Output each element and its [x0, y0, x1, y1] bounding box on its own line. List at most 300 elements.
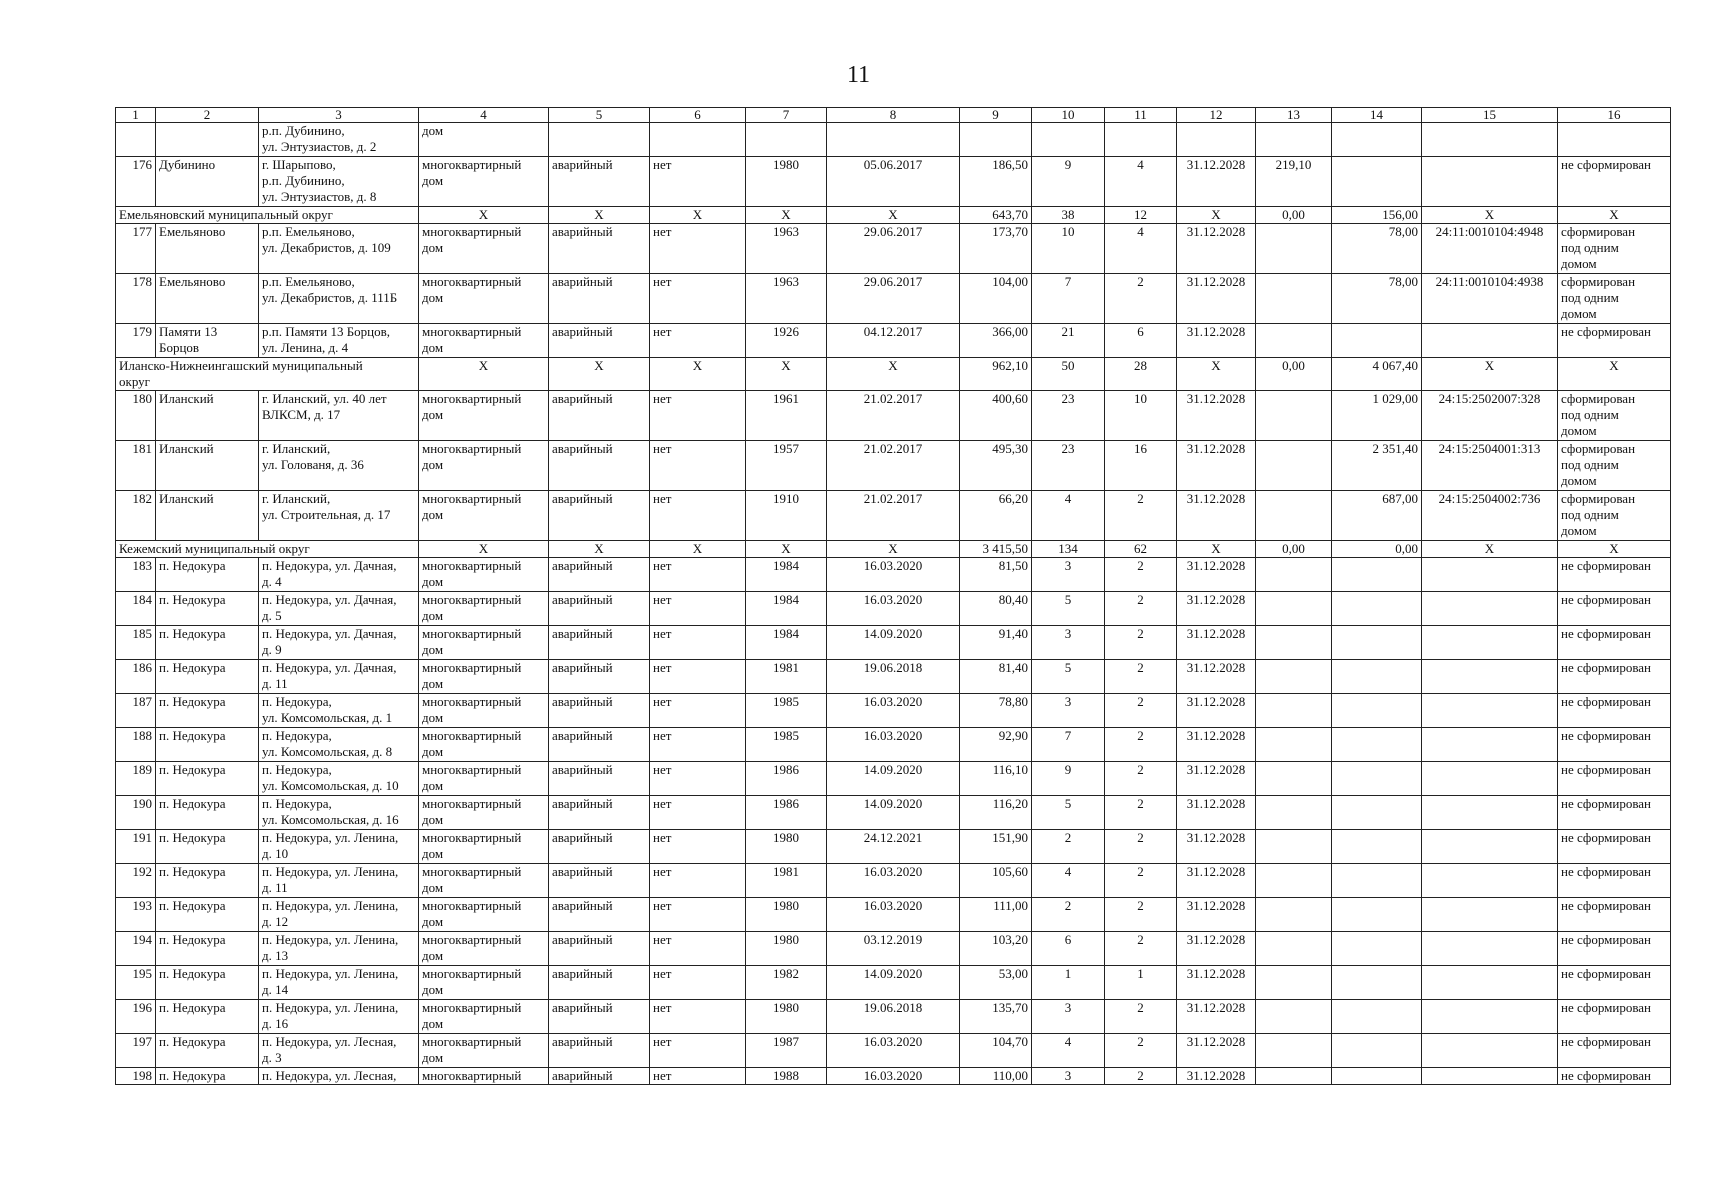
table-cell: 05.06.2017 [827, 157, 960, 207]
table-cell: многоквартирный дом [419, 592, 549, 626]
table-cell: 14.09.2020 [827, 762, 960, 796]
table-row [116, 123, 1671, 157]
table-cell: нет [650, 762, 746, 796]
group-cell: X [549, 358, 650, 391]
table-cell: 10 [1105, 391, 1177, 441]
table-cell: нет [650, 694, 746, 728]
table-cell [1256, 274, 1332, 324]
table-cell: 1984 [746, 558, 827, 592]
table-cell: 31.12.2028 [1177, 441, 1256, 491]
table-cell: 687,00 [1332, 491, 1422, 541]
table-cell: п. Недокура, ул. Ленина, д. 10 [259, 830, 419, 864]
table-cell: многоквартирный дом [419, 391, 549, 441]
table-cell: 80,40 [960, 592, 1032, 626]
table-cell [1332, 660, 1422, 694]
table-cell: 2 [1105, 728, 1177, 762]
column-number-header: 6 [650, 108, 746, 123]
table-cell [650, 123, 746, 157]
table-cell: п. Недокура, ул. Комсомольская, д. 16 [259, 796, 419, 830]
table-cell: 219,10 [1256, 157, 1332, 207]
table-cell [1422, 592, 1558, 626]
table-cell: 16 [1105, 441, 1177, 491]
table-cell: 19.06.2018 [827, 660, 960, 694]
table-cell: 185 [116, 626, 156, 660]
table-cell: аварийный [549, 864, 650, 898]
table-cell: аварийный [549, 1034, 650, 1068]
table-cell: п. Недокура [156, 830, 259, 864]
table-cell: 16.03.2020 [827, 592, 960, 626]
table-cell [1332, 324, 1422, 358]
table-cell: 1910 [746, 491, 827, 541]
table-row [116, 558, 1671, 592]
table-cell: нет [650, 932, 746, 966]
table-cell: 186 [116, 660, 156, 694]
table-cell [1256, 224, 1332, 274]
table-cell: 2 [1105, 1068, 1177, 1085]
table-cell: нет [650, 558, 746, 592]
table-cell [1422, 830, 1558, 864]
table-cell: аварийный [549, 157, 650, 207]
table-cell: п. Недокура, ул. Дачная, д. 5 [259, 592, 419, 626]
table-cell: 179 [116, 324, 156, 358]
group-cell: X [1177, 358, 1256, 391]
table-cell: 24:15:2502007:328 [1422, 391, 1558, 441]
table-cell: 104,00 [960, 274, 1032, 324]
table-cell [1422, 157, 1558, 207]
table-cell: 24:15:2504001:313 [1422, 441, 1558, 491]
table-cell: 16.03.2020 [827, 694, 960, 728]
table-cell: 1981 [746, 660, 827, 694]
group-cell: 962,10 [960, 358, 1032, 391]
table-cell: Иланский [156, 491, 259, 541]
table-cell: аварийный [549, 1000, 650, 1034]
table-cell: нет [650, 391, 746, 441]
table-row [116, 224, 1671, 274]
table-cell: 197 [116, 1034, 156, 1068]
table-cell: 31.12.2028 [1177, 660, 1256, 694]
table-cell [1256, 123, 1332, 157]
table-cell: 03.12.2019 [827, 932, 960, 966]
table-cell: п. Недокура [156, 932, 259, 966]
table-cell: п. Недокура [156, 1034, 259, 1068]
table-cell: 2 [1105, 932, 1177, 966]
group-cell: 38 [1032, 207, 1105, 224]
table-cell: 103,20 [960, 932, 1032, 966]
group-label: Кежемский муниципальный округ [116, 541, 419, 558]
table-cell: 1988 [746, 1068, 827, 1085]
page-number: 11 [846, 62, 871, 88]
table-row [116, 762, 1671, 796]
table-cell [1422, 324, 1558, 358]
table-cell [1256, 391, 1332, 441]
table-cell: 2 [1105, 660, 1177, 694]
table-cell: 16.03.2020 [827, 1068, 960, 1085]
table-cell [1332, 796, 1422, 830]
table-cell: 176 [116, 157, 156, 207]
table-cell [1256, 864, 1332, 898]
table-cell: 2 351,40 [1332, 441, 1422, 491]
group-cell: 134 [1032, 541, 1105, 558]
table-cell: 1980 [746, 830, 827, 864]
table-cell: многоквартирный дом [419, 1000, 549, 1034]
table-cell: 104,70 [960, 1034, 1032, 1068]
table-cell [549, 123, 650, 157]
table-cell [1332, 694, 1422, 728]
column-number-header: 1 [116, 108, 156, 123]
table-row [116, 966, 1671, 1000]
table-cell: 1986 [746, 796, 827, 830]
table-cell [1256, 660, 1332, 694]
table-cell: 66,20 [960, 491, 1032, 541]
table-cell: 16.03.2020 [827, 728, 960, 762]
table-cell: 194 [116, 932, 156, 966]
group-cell: X [1558, 358, 1671, 391]
table-cell: 91,40 [960, 626, 1032, 660]
group-cell: 3 415,50 [960, 541, 1032, 558]
table-cell: 2 [1105, 274, 1177, 324]
table-cell: г. Шарыпово, р.п. Дубинино, ул. Энтузиастов, д. 8 [259, 157, 419, 207]
table-cell [1256, 796, 1332, 830]
group-cell: X [1177, 541, 1256, 558]
table-cell: п. Недокура [156, 762, 259, 796]
table-cell: п. Недокура, ул. Ленина, д. 16 [259, 1000, 419, 1034]
table-cell: 04.12.2017 [827, 324, 960, 358]
table-cell: п. Недокура, ул. Ленина, д. 13 [259, 932, 419, 966]
table-cell: п. Недокура, ул. Комсомольская, д. 8 [259, 728, 419, 762]
table-cell: 31.12.2028 [1177, 932, 1256, 966]
table-cell: не сформирован [1558, 864, 1671, 898]
table-cell [1332, 830, 1422, 864]
table-cell: 24:11:0010104:4938 [1422, 274, 1558, 324]
table-cell: п. Недокура, ул. Ленина, д. 12 [259, 898, 419, 932]
table-cell [1256, 324, 1332, 358]
table-cell: 3 [1032, 1068, 1105, 1085]
group-cell: X [650, 541, 746, 558]
group-cell: X [1422, 358, 1558, 391]
table-row [116, 864, 1671, 898]
table-cell: 81,50 [960, 558, 1032, 592]
table-cell [1332, 966, 1422, 1000]
table-cell: г. Иланский, ул. 40 лет ВЛКСМ, д. 17 [259, 391, 419, 441]
group-cell: X [549, 541, 650, 558]
table-cell: многоквартирный дом [419, 441, 549, 491]
table-cell: аварийный [549, 728, 650, 762]
table-cell: 31.12.2028 [1177, 728, 1256, 762]
table-cell: 1984 [746, 626, 827, 660]
table-cell: нет [650, 830, 746, 864]
table-cell: многоквартирный дом [419, 694, 549, 728]
column-number-header: 10 [1032, 108, 1105, 123]
table-cell: нет [650, 1068, 746, 1085]
table-cell: 2 [1105, 898, 1177, 932]
table-cell [1558, 123, 1671, 157]
table-cell: нет [650, 224, 746, 274]
table-cell: 31.12.2028 [1177, 864, 1256, 898]
table-cell: нет [650, 491, 746, 541]
table-cell: п. Недокура [156, 1068, 259, 1085]
table-cell: 2 [1105, 796, 1177, 830]
table-cell: аварийный [549, 274, 650, 324]
table-cell: дом [419, 123, 549, 157]
group-cell: X [1422, 207, 1558, 224]
group-cell: 28 [1105, 358, 1177, 391]
table-cell: аварийный [549, 796, 650, 830]
table-cell [1256, 728, 1332, 762]
table-cell: 3 [1032, 694, 1105, 728]
table-cell: 196 [116, 1000, 156, 1034]
column-number-header: 3 [259, 108, 419, 123]
table-cell: 5 [1032, 796, 1105, 830]
table-cell: Памяти 13 Борцов [156, 324, 259, 358]
table-cell [1422, 898, 1558, 932]
group-cell: X [419, 207, 549, 224]
group-subtotal-row [116, 541, 1671, 558]
group-subtotal-row [116, 358, 1671, 391]
group-cell: 643,70 [960, 207, 1032, 224]
group-cell: X [746, 207, 827, 224]
table-cell: многоквартирный дом [419, 898, 549, 932]
table-cell [1422, 626, 1558, 660]
table-cell: 1985 [746, 728, 827, 762]
table-cell: многоквартирный дом [419, 660, 549, 694]
table-cell: 78,80 [960, 694, 1032, 728]
table-cell: 31.12.2028 [1177, 1068, 1256, 1085]
table-cell: нет [650, 274, 746, 324]
table-cell: 21.02.2017 [827, 441, 960, 491]
table-cell: 2 [1032, 830, 1105, 864]
table-row [116, 441, 1671, 491]
table-cell: п. Недокура [156, 966, 259, 1000]
table-cell: аварийный [549, 966, 650, 1000]
table-cell: 173,70 [960, 224, 1032, 274]
table-cell: п. Недокура [156, 728, 259, 762]
table-cell [1332, 932, 1422, 966]
table-row [116, 626, 1671, 660]
table-cell: р.п. Емельяново, ул. Декабристов, д. 111Б [259, 274, 419, 324]
table-cell: 1980 [746, 898, 827, 932]
table-cell: 198 [116, 1068, 156, 1085]
table-cell [1332, 1000, 1422, 1034]
table-cell [1422, 966, 1558, 1000]
group-cell: X [549, 207, 650, 224]
table-cell: п. Недокура [156, 660, 259, 694]
column-number-header: 4 [419, 108, 549, 123]
table-cell: многоквартирный дом [419, 274, 549, 324]
table-cell: 116,20 [960, 796, 1032, 830]
table-cell [1422, 1000, 1558, 1034]
table-cell: 24:15:2504002:736 [1422, 491, 1558, 541]
table-cell: сформирован под одним домом [1558, 224, 1671, 274]
group-cell: X [1558, 207, 1671, 224]
table-cell: нет [650, 626, 746, 660]
group-cell: 0,00 [1332, 541, 1422, 558]
table-cell: аварийный [549, 592, 650, 626]
table-cell [1332, 762, 1422, 796]
table-cell: 186,50 [960, 157, 1032, 207]
table-cell: многоквартирный дом [419, 626, 549, 660]
table-cell [1256, 1000, 1332, 1034]
table-cell: 16.03.2020 [827, 898, 960, 932]
group-cell: X [746, 358, 827, 391]
table-cell: 105,60 [960, 864, 1032, 898]
group-cell: 62 [1105, 541, 1177, 558]
table-cell: не сформирован [1558, 830, 1671, 864]
table-cell: 23 [1032, 391, 1105, 441]
table-cell: 31.12.2028 [1177, 1000, 1256, 1034]
table-cell: р.п. Памяти 13 Борцов, ул. Ленина, д. 4 [259, 324, 419, 358]
table-row [116, 592, 1671, 626]
table-cell [116, 123, 156, 157]
table-cell: 1982 [746, 966, 827, 1000]
table-cell: 366,00 [960, 324, 1032, 358]
group-label: Иланско-Нижнеингашский муниципальный округ [116, 358, 419, 391]
table-cell: 2 [1105, 762, 1177, 796]
group-cell: X [827, 207, 960, 224]
group-cell: 0,00 [1256, 207, 1332, 224]
table-cell [1256, 558, 1332, 592]
table-cell: 180 [116, 391, 156, 441]
table-cell: 31.12.2028 [1177, 391, 1256, 441]
table-cell [1332, 898, 1422, 932]
table-cell: 7 [1032, 274, 1105, 324]
table-cell: нет [650, 324, 746, 358]
table-cell: 21.02.2017 [827, 491, 960, 541]
table-cell: многоквартирный дом [419, 864, 549, 898]
table-cell: 1957 [746, 441, 827, 491]
group-cell: 0,00 [1256, 358, 1332, 391]
table-cell: г. Иланский, ул. Голованя, д. 36 [259, 441, 419, 491]
table-cell: р.п. Дубинино, ул. Энтузиастов, д. 2 [259, 123, 419, 157]
table-cell [1256, 491, 1332, 541]
table-cell: 178 [116, 274, 156, 324]
group-cell: X [827, 541, 960, 558]
table-cell: 31.12.2028 [1177, 694, 1256, 728]
table-cell: 31.12.2028 [1177, 157, 1256, 207]
group-cell: 4 067,40 [1332, 358, 1422, 391]
table-cell: 1 029,00 [1332, 391, 1422, 441]
table-cell: п. Недокура, ул. Дачная, д. 4 [259, 558, 419, 592]
table-cell [1332, 626, 1422, 660]
group-label: Емельяновский муниципальный округ [116, 207, 419, 224]
table-cell: 14.09.2020 [827, 796, 960, 830]
table-cell: сформирован под одним домом [1558, 441, 1671, 491]
table-cell: г. Иланский, ул. Строительная, д. 17 [259, 491, 419, 541]
table-cell: 1985 [746, 694, 827, 728]
table-cell: 177 [116, 224, 156, 274]
table-cell [1422, 123, 1558, 157]
table-cell: п. Недокура [156, 694, 259, 728]
table-cell: 24.12.2021 [827, 830, 960, 864]
table-row [116, 796, 1671, 830]
table-cell: 9 [1032, 762, 1105, 796]
table-cell: 183 [116, 558, 156, 592]
table-cell [1332, 728, 1422, 762]
table-cell: 2 [1105, 491, 1177, 541]
table-cell: 1926 [746, 324, 827, 358]
table-cell: 24:11:0010104:4948 [1422, 224, 1558, 274]
table-cell: 31.12.2028 [1177, 898, 1256, 932]
column-number-header: 13 [1256, 108, 1332, 123]
table-cell: Иланский [156, 391, 259, 441]
column-number-header: 8 [827, 108, 960, 123]
table-row [116, 728, 1671, 762]
table-cell: 2 [1105, 864, 1177, 898]
table-cell: 2 [1105, 558, 1177, 592]
table-cell: 2 [1032, 898, 1105, 932]
table-cell: нет [650, 592, 746, 626]
table-cell: сформирован под одним домом [1558, 391, 1671, 441]
table-cell: 81,40 [960, 660, 1032, 694]
table-cell [960, 123, 1032, 157]
column-number-header: 12 [1177, 108, 1256, 123]
table-cell: 2 [1105, 830, 1177, 864]
table-cell: не сформирован [1558, 694, 1671, 728]
table-cell: 151,90 [960, 830, 1032, 864]
table-cell: 29.06.2017 [827, 274, 960, 324]
table-cell: 1 [1105, 966, 1177, 1000]
table-cell: 31.12.2028 [1177, 558, 1256, 592]
table-cell: 188 [116, 728, 156, 762]
table-cell: аварийный [549, 660, 650, 694]
table-cell: 31.12.2028 [1177, 830, 1256, 864]
table-cell: 4 [1105, 157, 1177, 207]
table-cell: п. Недокура [156, 898, 259, 932]
table-cell: 3 [1032, 558, 1105, 592]
table-cell [827, 123, 960, 157]
table-cell: 2 [1105, 1034, 1177, 1068]
table-cell: 7 [1032, 728, 1105, 762]
group-cell: X [1422, 541, 1558, 558]
group-cell: X [419, 358, 549, 391]
table-row [116, 274, 1671, 324]
table-cell: 1 [1032, 966, 1105, 1000]
table-cell [1256, 1034, 1332, 1068]
table-cell: 31.12.2028 [1177, 966, 1256, 1000]
table-cell [1256, 932, 1332, 966]
table-cell: аварийный [549, 830, 650, 864]
table-cell: 5 [1032, 592, 1105, 626]
table-cell: п. Недокура, ул. Комсомольская, д. 10 [259, 762, 419, 796]
table-cell: 2 [1105, 626, 1177, 660]
table-cell: 16.03.2020 [827, 1034, 960, 1068]
table-row [116, 491, 1671, 541]
table-cell: не сформирован [1558, 796, 1671, 830]
group-cell: 50 [1032, 358, 1105, 391]
table-cell [1256, 830, 1332, 864]
table-cell: п. Недокура [156, 1000, 259, 1034]
table-cell: 9 [1032, 157, 1105, 207]
table-cell: 191 [116, 830, 156, 864]
table-cell: многоквартирный дом [419, 324, 549, 358]
table-row [116, 694, 1671, 728]
table-cell: не сформирован [1558, 1034, 1671, 1068]
table-cell [1256, 762, 1332, 796]
group-cell: 12 [1105, 207, 1177, 224]
column-number-header: 15 [1422, 108, 1558, 123]
table-row [116, 898, 1671, 932]
table-cell: нет [650, 898, 746, 932]
table-cell: 195 [116, 966, 156, 1000]
table-cell: 2 [1105, 592, 1177, 626]
table-cell: 4 [1032, 1034, 1105, 1068]
table-cell: п. Недокура, ул. Ленина, д. 14 [259, 966, 419, 1000]
table-cell: не сформирован [1558, 1000, 1671, 1034]
table-cell [1177, 123, 1256, 157]
table-row [116, 1000, 1671, 1034]
table-cell: аварийный [549, 932, 650, 966]
table-cell: 31.12.2028 [1177, 762, 1256, 796]
table-cell [746, 123, 827, 157]
